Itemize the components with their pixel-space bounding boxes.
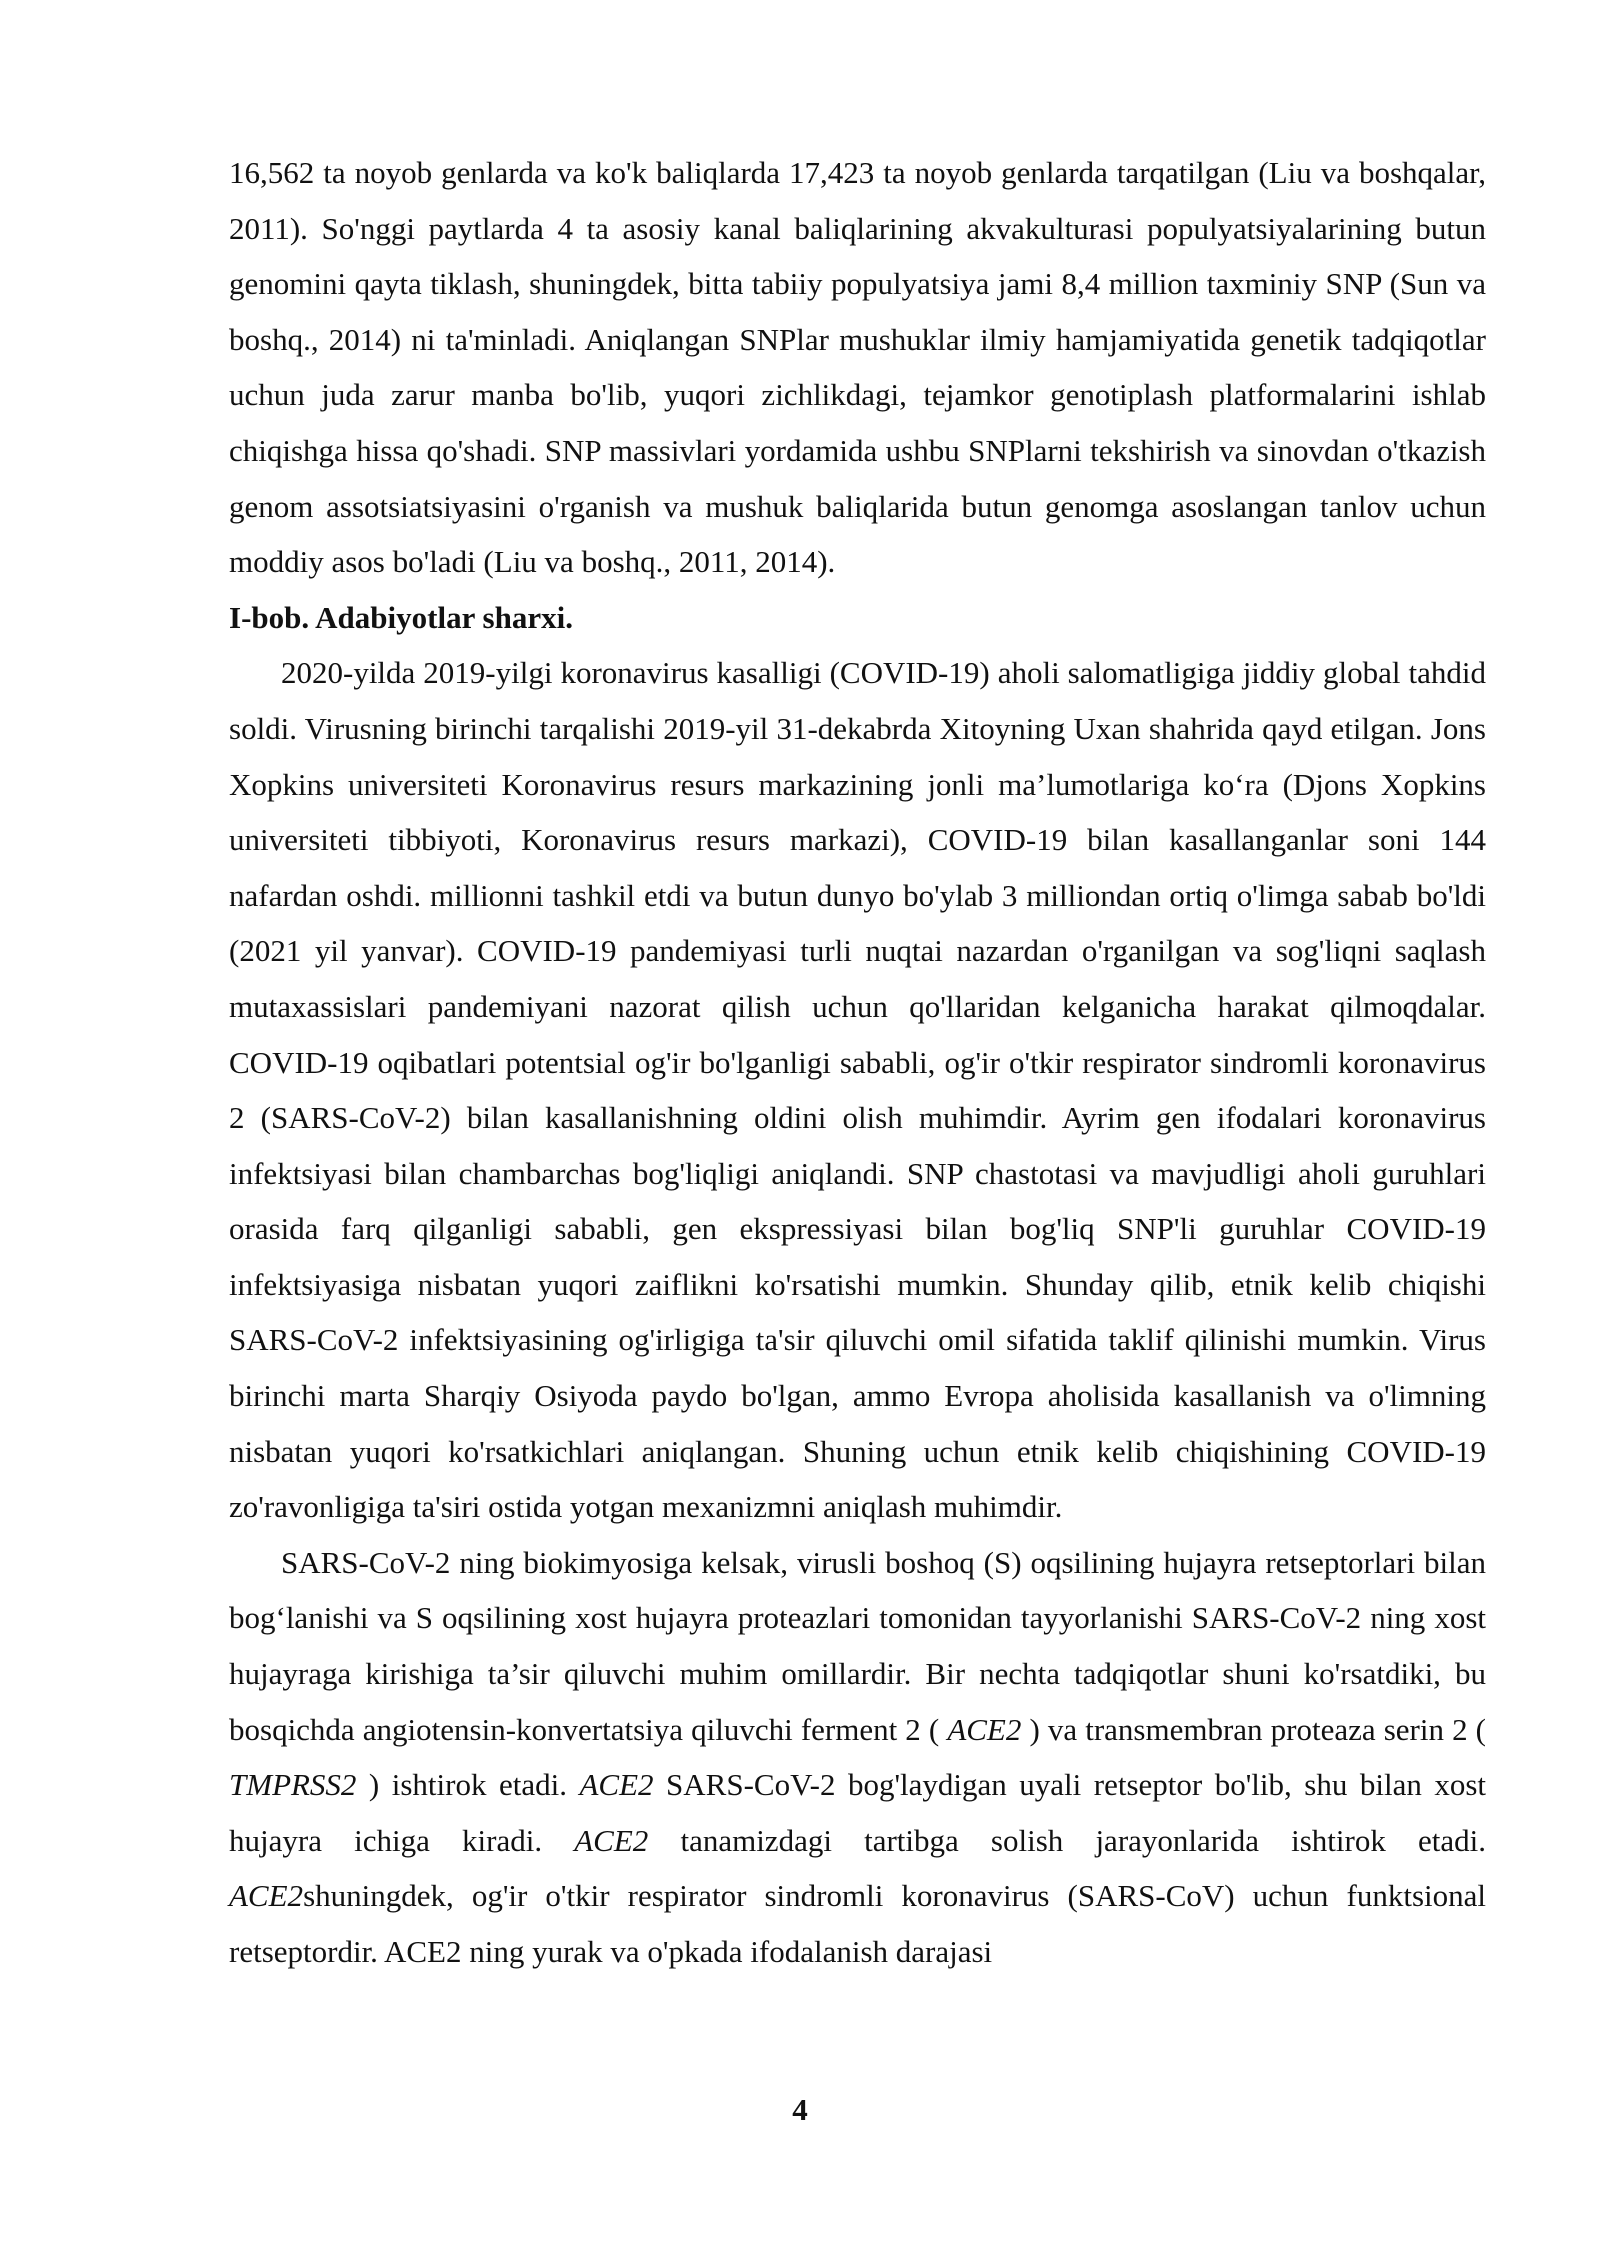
paragraph-text-segment: shuningdek, og'ir o'tkir respirator sindromli koronavirus (SARS-CoV) uchun funktsional retseptordir. ACE2 ning yurak va o'pkada ifodalanish darajasi xyxy=(229,1878,1486,1969)
gene-name-ace2: ACE2 xyxy=(579,1767,654,1803)
gene-name-tmprss2: TMPRSS2 xyxy=(229,1767,357,1803)
page-number: 4 xyxy=(792,2092,808,2127)
paragraph-text-segment: ) ishtirok etadi. xyxy=(356,1767,580,1803)
gene-name-ace2: ACE2 xyxy=(574,1822,649,1858)
paragraph-covid-overview: 2020-yilda 2019-yilgi koronavirus kasalligi (COVID-19) aholi salomatligiga jiddiy global tahdid soldi. Virusning birinchi tarqalishi 2019-yil 31-dekabrda Xitoyning Uxan shahrida qayd etilgan. Jons Xopkins universiteti Koronavirus resurs markazining jonli ma’lumotlariga ko‘ra (Djons Xopkins universiteti tibbiyoti, Koronavirus resurs markazi), COVID-19 bilan kasallanganlar soni 144 nafardan oshdi. millionni tashkil etdi va butun dunyo bo'ylab 3 milliondan ortiq o'limga sabab bo'ldi (2021 yil yanvar). COVID-19 pandemiyasi turli nuqtai nazardan o'rganilgan va sog'liqni saqlash mutaxassislari pandemiyani nazorat qilish uchun qo'llaridan kelganicha harakat qilmoqdalar. COVID-19 oqibatlari potentsial og'ir bo'lganligi sababli, og'ir o'tkir respirator sindromli koronavirus 2 (SARS-CoV-2) bilan kasallanishning oldini olish muhimdir. Ayrim gen ifodalari koronavirus infektsiyasi bilan chambarchas bog'liqligi aniqlandi. SNP chastotasi va mavjudligi aholi guruhlari orasida farq qilganligi sababli, gen ekspressiyasi bilan bog'liq SNP'li guruhlar COVID-19 infektsiyasiga nisbatan yuqori zaiflikni ko'rsatishi mumkin. Shunday qilib, etnik kelib chiqishi SARS-CoV-2 infektsiyasining og'irligiga ta'sir qiluvchi omil sifatida taklif qilinishi mumkin. Virus birinchi marta Sharqiy Osiyoda paydo bo'lgan, ammo Evropa aholisida kasallanish va o'limning nisbatan yuqori ko'rsatkichlari aniqlangan. Shuning uchun etnik kelib chiqishining COVID-19 zo'ravonligiga ta'siri ostida yotgan mexanizmni aniqlash muhimdir. xyxy=(229,655,1486,1525)
gene-name-ace2: ACE2 xyxy=(947,1711,1022,1747)
paragraph-text-segment: SARS-CoV-2 bog'laydigan uyali retseptor bo'lib, shu bilan xost hujayra ichiga kiradi. xyxy=(229,1767,1487,1858)
paragraph-intro-continuation: 16,562 ta noyob genlarda va ko'k baliqlarda 17,423 ta noyob genlarda tarqatilgan (Liu va boshqalar, 2011). So'nggi paytlarda 4 ta asosiy kanal baliqlarining akvakulturasi populyatsiyalarining butun genomini qayta tiklash, shuningdek, bitta tabiiy populyatsiya jami 8,4 million taxminiy SNP (Sun va boshq., 2014) ni ta'minladi. Aniqlangan SNPlar mushuklar ilmiy hamjamiyatida genetik tadqiqotlar uchun juda zarur manba bo'lib, yuqori zichlikdagi, tejamkor genotiplash platformalarini ishlab chiqishga hissa qo'shadi. SNP massivlari yordamida ushbu SNPlarni tekshirish va sinovdan o'tkazish genom assotsiatsiyasini o'rganish va mushuk baliqlarida butun genomga asoslangan tanlov uchun moddiy asos bo'ladi (Liu va boshq., 2011, 2014). xyxy=(229,155,1486,580)
page-content xyxy=(229,145,1486,1980)
paragraph-text-segment: ) va transmembran proteaza serin 2 ( xyxy=(1021,1711,1486,1747)
paragraph-text-segment: SARS-CoV-2 ning biokimyosiga kelsak, virusli boshoq (S) oqsilining hujayra retseptorlari bilan bog‘lanishi va S oqsilining xost hujayra proteazlari tomonidan tayyorlanishi SARS-CoV-2 ning xost hujayraga kirishiga ta’sir qiluvchi muhim omillardir. Bir nechta tadqiqotlar shuni ko'rsatdiki, bu bosqichda angiotensin-konvertatsiya qiluvchi ferment 2 ( xyxy=(229,1544,1486,1747)
gene-name-ace2: ACE2 xyxy=(229,1878,304,1914)
chapter-heading: I-bob. Adabiyotlar sharxi. xyxy=(229,599,573,635)
paragraph-sars-cov-2-biochemistry xyxy=(229,1535,1486,1980)
paragraph-text-segment: tanamizdagi tartibga solish jarayonlarida ishtirok etadi. xyxy=(648,1822,1486,1858)
